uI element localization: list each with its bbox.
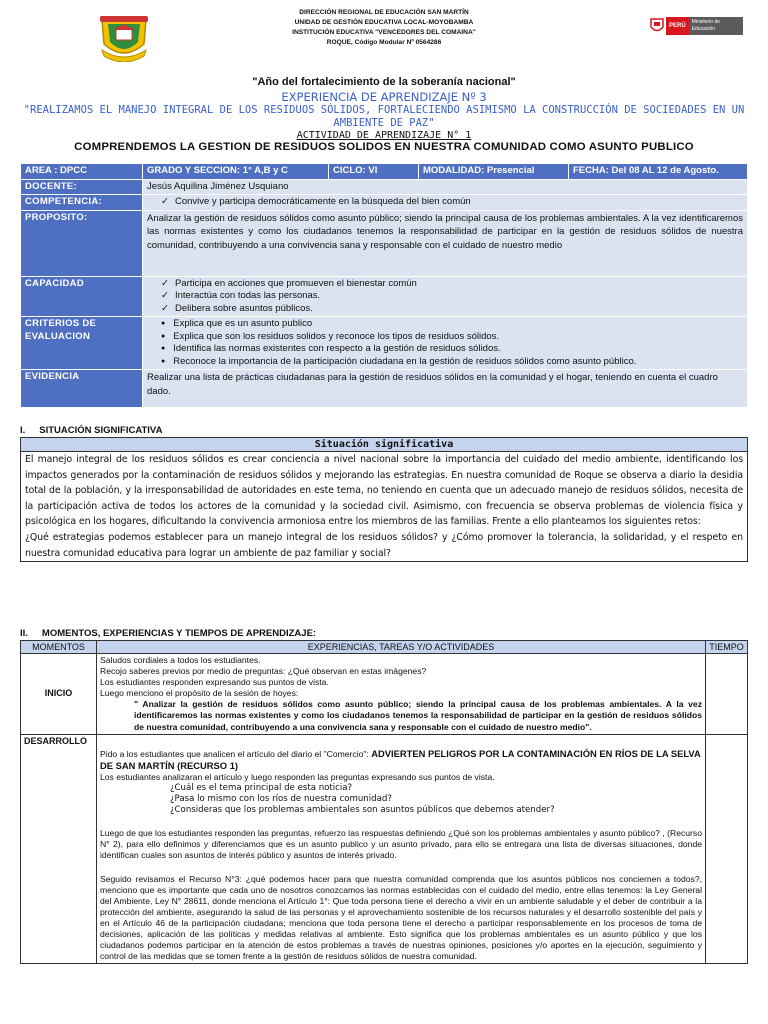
question-item: ¿Cuál es el tema principal de esta noticia? bbox=[170, 782, 353, 793]
situacion-text: El manejo integral de los residuos sólidos es crear conciencia a nivel nacional sobre la importancia del cuidado del medio ambiente, identificando los impactos generados por la contaminación de residuos sólidos y mejorando las estrategias. En nuestra comunidad de Roque se observa a diario la desidia total de la población, y la irresponsabilidad de autoridades en este tema, no teniendo en cuenta que un adecuado manejo de residuos sólidos, necesita de la participación activa de todos los actores de la comunidad y la sociedad civil. Asimismo, con frecuencia se observa problemas de violencia física y psicológica en los hogares, dificultando la convivencia armoniosa entre los miembros de las familias. Frente a ello planteamos los siguientes retos: bbox=[25, 454, 743, 528]
desarrollo-intro bbox=[100, 748, 702, 772]
proposito-value: Analizar la gestión de residuos sólidos como asunto público; siendo la principal causa de los problemas ambientales. A la vez identificaremos las normas existentes y como los ciudadanos tenemos la responsabilidad de participar en la gestión de residuos sólidos de nuestra comunidad, contribuyendo a una convivencia sana y responsable con el cuidado de nuestro medio bbox=[143, 210, 748, 276]
inicio-row bbox=[21, 654, 748, 735]
competencia-label: COMPETENCIA: bbox=[21, 195, 143, 211]
momentos-header-row bbox=[21, 641, 748, 654]
situacion-question: ¿Qué estrategias podemos establecer para un manejo integral de los residuos sólidos? y ¿Cómo promover la tolerancia, la solidaridad, y el respeto en nuestra comunidad educativa para lograr un ambiente de paz familiar y social? bbox=[25, 531, 743, 559]
peru-label: PERÚ bbox=[666, 17, 689, 35]
spacer bbox=[100, 816, 702, 828]
desarrollo-row bbox=[21, 734, 748, 964]
header-line-1: DIRECCIÓN REGIONAL DE EDUCACIÓN SAN MARTÍN bbox=[299, 9, 469, 16]
inicio-line: Recojo saberes previos por medio de preguntas: ¿Qué observan en estas imágenes? bbox=[100, 666, 427, 677]
info-row-evidencia bbox=[21, 370, 748, 408]
situacion-box bbox=[20, 437, 748, 562]
capacidad-cell bbox=[143, 276, 748, 317]
fecha-cell: FECHA: Del 08 AL 12 de Agosto. bbox=[569, 164, 748, 180]
situacion-header: Situación significativa bbox=[21, 438, 747, 452]
docente-label: DOCENTE: bbox=[21, 179, 143, 195]
criterio-item: ● Explica que es un asunto publico bbox=[147, 318, 743, 331]
spacer bbox=[100, 862, 702, 874]
section-2-number: II. bbox=[20, 628, 28, 639]
section-1-number: I. bbox=[20, 425, 26, 436]
ministry-logo bbox=[648, 14, 744, 38]
desarrollo-time bbox=[706, 734, 748, 964]
area-cell: AREA : DPCC bbox=[21, 164, 143, 180]
competencia-value: ✓ Convive y participa democráticamente en la búsqueda del bien común bbox=[147, 196, 743, 209]
docente-value: Jesús Aquilina Jiménez Usquiano bbox=[143, 179, 748, 195]
momentos-col-header: MOMENTOS bbox=[21, 641, 97, 654]
inicio-line: Los estudiantes responden expresando sus puntos de vista. bbox=[100, 677, 329, 688]
criterio-item: ● Reconoce la importancia de la participación ciudadana en la gestión de residuos sólidos como asunto público. bbox=[147, 356, 743, 369]
criterios-cell bbox=[143, 317, 748, 370]
criterio-item: ● Identifica las normas existentes con respecto a la gestión de residuos sólidos. bbox=[147, 343, 743, 356]
info-row-general bbox=[21, 164, 748, 180]
ministry-label: Ministerio de Educación bbox=[689, 17, 743, 35]
capacidad-label: CAPACIDAD bbox=[21, 276, 143, 317]
tiempo-col-header: TIEMPO bbox=[706, 641, 748, 654]
info-row-competencia bbox=[21, 195, 748, 211]
desarrollo-content bbox=[97, 734, 706, 964]
section-2-heading bbox=[20, 628, 330, 639]
experiencias-col-header: EXPERIENCIAS, TAREAS Y/O ACTIVIDADES bbox=[97, 641, 706, 654]
capacidad-item: ✓ Delibera sobre asuntos públicos. bbox=[147, 303, 743, 316]
proposito-label: PROPOSITO: bbox=[21, 210, 143, 276]
main-title: COMPRENDEMOS LA GESTION DE RESIDUOS SOLIDOS EN NUESTRA COMUNIDAD COMO ASUNTO PUBLICO bbox=[74, 141, 694, 153]
spacer bbox=[100, 736, 702, 748]
desarrollo-instruction: Los estudiantes analizaran el artículo y luego responden las preguntas expresando sus puntos de vista. bbox=[100, 771, 495, 782]
section-2-title: MOMENTOS, EXPERIENCIAS Y TIEMPOS DE APRENDIZAJE: bbox=[41, 628, 317, 639]
desarrollo-intro-text: Pido a los estudiantes que analicen el artículo del diario el "Comercio": bbox=[100, 748, 372, 759]
experience-title: EXPERIENCIA DE APRENDIZAJE Nº 3 bbox=[281, 90, 487, 104]
inicio-purpose: " Analizar la gestión de residuos sólidos como asunto público; siendo la principal causa de los problemas ambientales. A la vez identificaremos las normas existentes y como los ciudadanos tenemos la responsabilidad de participar en la gestión de residuos sólidos de nuestra comunidad, contribuyendo a una convivencia sana y responsable con el cuidado de nuestro medio". bbox=[134, 699, 702, 732]
header-line-4: ROQUE, Código Modular Nº 0564286 bbox=[326, 39, 442, 46]
question-item: ¿Pasa lo mismo con los ríos de nuestra comunidad? bbox=[170, 794, 392, 805]
desarrollo-label: DESARROLLO bbox=[21, 734, 97, 964]
info-row-proposito bbox=[21, 210, 748, 276]
ciclo-cell: CICLO: VI bbox=[329, 164, 419, 180]
info-table bbox=[20, 163, 748, 408]
experience-subtitle: "REALIZAMOS EL MANEJO INTEGRAL DE LOS RESIDUOS SÓLIDOS, FORTALECIENDO ASIMISMO LA CONSTRUCCIÓN DE SOCIEDADES EN UN AMBIENTE DE PAZ" bbox=[23, 104, 745, 129]
inicio-content bbox=[97, 654, 706, 735]
momentos-table bbox=[20, 640, 748, 964]
criterio-item: ● Explica que son los residuos solidos y reconoce los tipos de residuos sólidos. bbox=[147, 331, 743, 344]
document-header bbox=[0, 0, 768, 75]
capacidad-item: ✓ Participa en acciones que promueven el bienestar común bbox=[147, 278, 743, 291]
evidencia-label: EVIDENCIA bbox=[21, 370, 143, 408]
section-1-title: SITUACIÓN SIGNIFICATIVA bbox=[39, 425, 163, 436]
header-line-2: UNIDAD DE GESTIÓN EDUCATIVA LOCAL-MOYOBAMBA bbox=[294, 19, 474, 26]
desarrollo-paragraph-2: Luego de que los estudiantes responden las preguntas, refuerzo las respuestas definiendo ¿Qué son los problemas ambientales y asunto público? , (Recurso N° 2), para ello definimos y diferenciamos que es un asunto publico y un asunto privado, para ello se entregara una lista de diversas situaciones, donde identifican cuales son asuntos de interés público y asuntos de interés privado. bbox=[100, 828, 702, 861]
evidencia-value: Realizar una lista de prácticas ciudadanas para la gestión de residuos sólidos en la comunidad y el hogar, teniendo en cuenta el cuadro dado. bbox=[143, 370, 748, 408]
criterios-label: CRITERIOS DE EVALUACION bbox=[21, 317, 143, 370]
title-block bbox=[20, 76, 748, 153]
inicio-line: Saludos cordiales a todos los estudiantes. bbox=[100, 655, 261, 665]
info-row-docente bbox=[21, 179, 748, 195]
info-row-capacidad bbox=[21, 276, 748, 317]
peru-shield-icon bbox=[648, 17, 666, 35]
section-1-heading bbox=[20, 425, 176, 436]
activity-title: ACTIVIDAD DE APRENDIZAJE N° 1 bbox=[296, 130, 472, 141]
competencia-cell bbox=[143, 195, 748, 211]
situacion-body bbox=[21, 452, 747, 561]
question-item: ¿Consideras que los problemas ambientales son asuntos públicos que debemos atender? bbox=[170, 805, 555, 816]
article-title: ADVIERTEN PELIGROS POR LA CONTAMINACIÓN EN RÍOS DE LA SELVA DE SAN MARTÍN (RECURSO 1) bbox=[100, 747, 701, 771]
grado-cell: GRADO Y SECCION: 1° A,B y C bbox=[143, 164, 329, 180]
capacidad-item: ✓ Interactúa con todas las personas. bbox=[147, 290, 743, 303]
header-line-3: INSTITUCIÓN EDUCATIVA "VENCEDORES DEL COMAINA" bbox=[292, 29, 476, 36]
inicio-time bbox=[706, 654, 748, 735]
info-row-criterios bbox=[21, 317, 748, 370]
year-title: "Año del fortalecimiento de la soberanía nacional" bbox=[252, 76, 516, 88]
desarrollo-paragraph-3: Seguido revisamos el Recurso N°3: ¿qué podemos hacer para que nuestra comunidad comprenda que los asuntos públicos nos conciernen a todos?, menciono que es importante que cada uno de nosotros conozcamos las normas establecidas con el cuidado del medio, entre ellas tenemos: la Ley General del Ambiente, Ley N° 28611, donde menciona el Artículo 1°: Que toda persona tiene el derecho a vivir en un ambiente saludable y el deber de contribuir a la protección del ambiente, asegurando la salud de las personas y el aprovechamiento sostenible de los recursos naturales y el desarrollo sostenible del país y en el Artículo 46 de la participación ciudadana; menciona que toda persona tiene el derecho a participar responsablemente en los procesos de toma de decisiones, aplicación de las políticas y medidas relativas al ambiente. Esto significa que los problemas ambientales es un asunto público y que los ciudadanos podemos participar en la atención de estos problemas a través de nuestras opiniones, posiciones y/o aportes en la ejecución, seguimiento y control de las medidas que se tomen frente a la gestión de residuos sólidos de nuestra comunidad. bbox=[100, 873, 702, 962]
inicio-line: Luego menciono el propósito de la sesión de hoyes: bbox=[100, 688, 299, 699]
inicio-label: INICIO bbox=[21, 654, 97, 735]
modalidad-cell: MODALIDAD: Presencial bbox=[419, 164, 569, 180]
